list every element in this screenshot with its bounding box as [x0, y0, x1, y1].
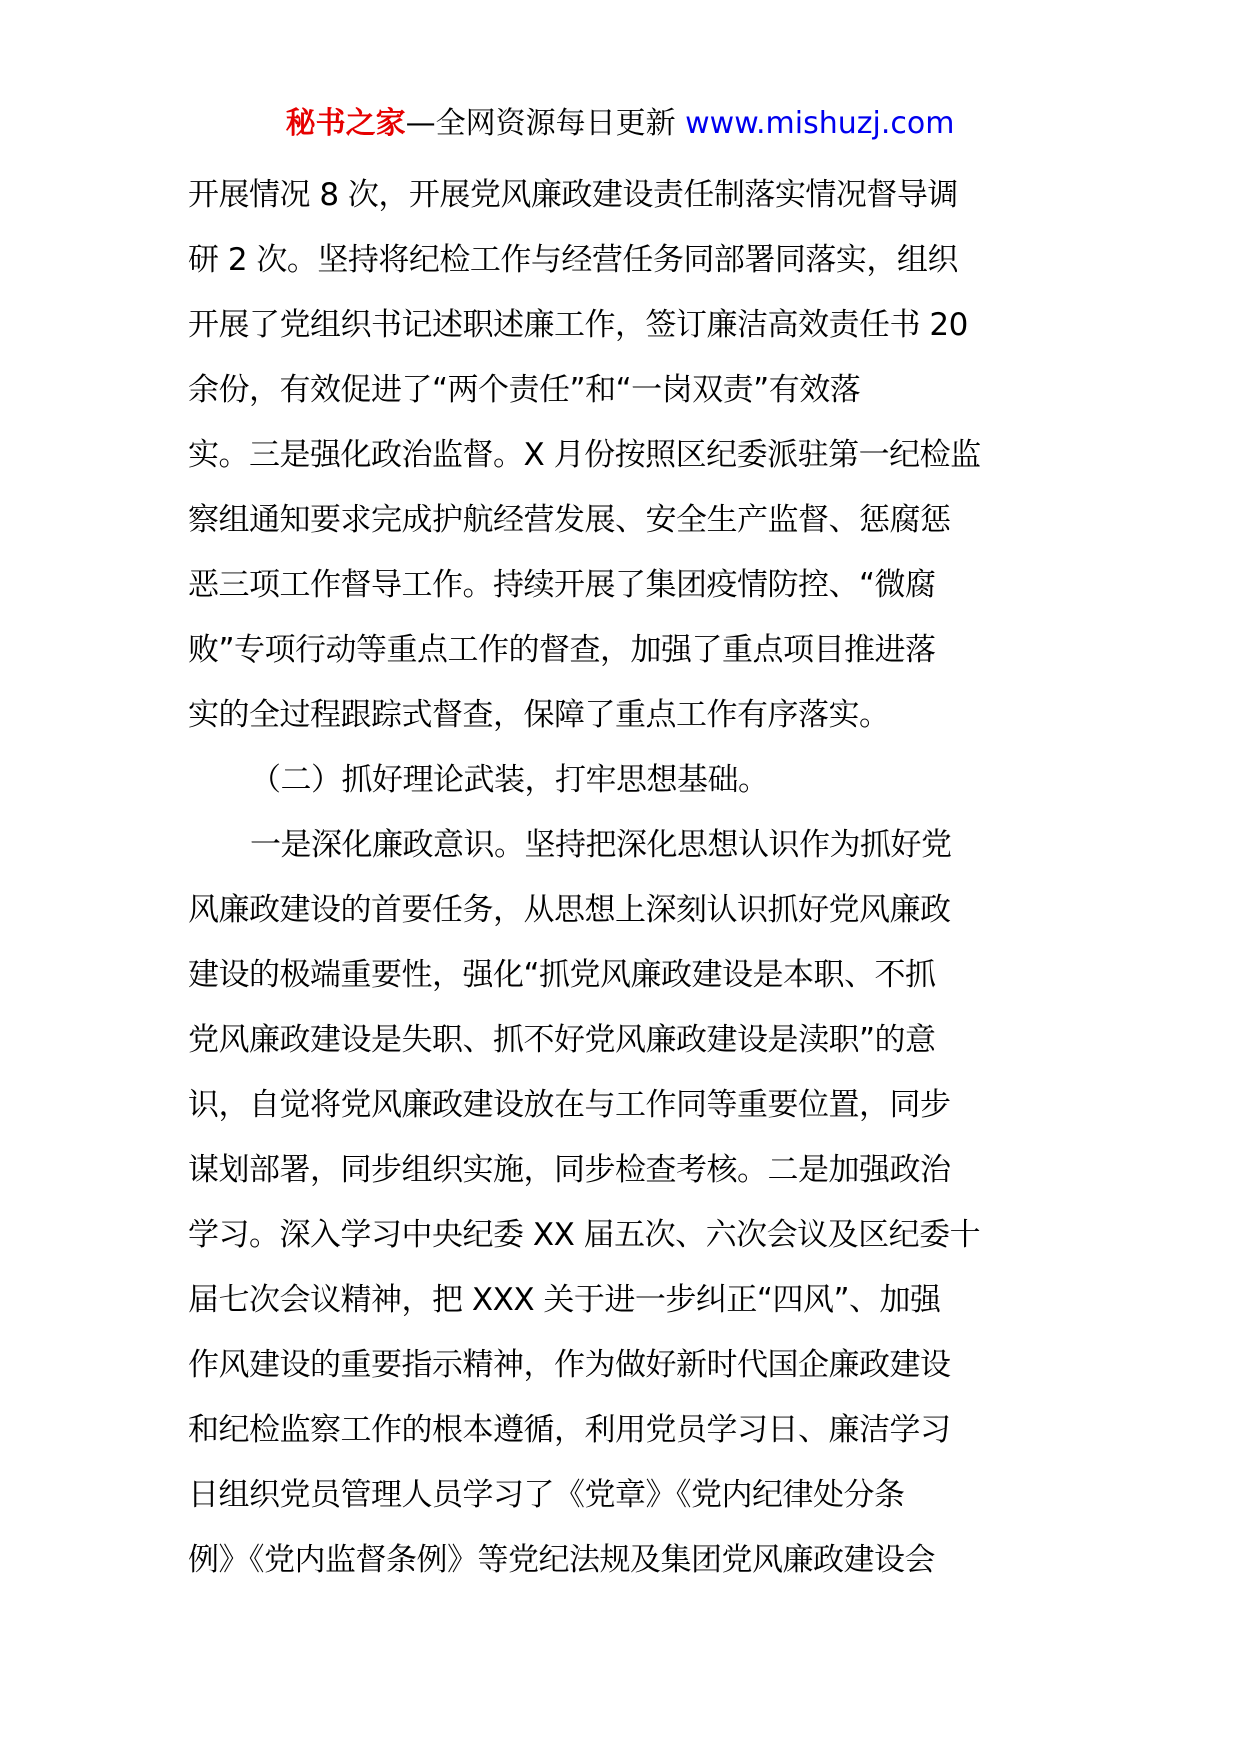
text-line: 余份，有效促进了“两个责任”和“一岗双责”有效落 [188, 372, 861, 408]
text-line: 学习。深入学习中央纪委 XX 届五次、六次会议及区纪委十 [188, 1217, 981, 1253]
brand-name: 秘书之家 [285, 106, 406, 141]
text-line: 败”专项行动等重点工作的督查，加强了重点项目推进落 [188, 632, 936, 668]
site-url-link[interactable]: www.mishuzj.com [685, 106, 955, 141]
section-heading: （二）抓好理论武装，打牢思想基础。 [250, 762, 769, 798]
text-line: 恶三项工作督导工作。持续开展了集团疫情防控、“微腐 [188, 567, 936, 603]
text-line: 和纪检监察工作的根本遵循，利用党员学习日、廉洁学习 [188, 1412, 951, 1448]
text-line: 识，自觉将党风廉政建设放在与工作同等重要位置，同步 [188, 1087, 951, 1123]
text-line: 党风廉政建设是失职、抓不好党风廉政建设是渎职”的意 [188, 1022, 936, 1058]
text-line: 开展情况 8 次，开展党风廉政建设责任制落实情况督导调 [188, 177, 958, 213]
text-line: 实。三是强化政治监督。X 月份按照区纪委派驻第一纪检监 [188, 437, 981, 473]
text-line: 建设的极端重要性，强化“抓党风廉政建设是本职、不抓 [188, 957, 936, 993]
text-line: 例》《党内监督条例》等党纪法规及集团党风廉政建设会 [188, 1542, 935, 1578]
text-line: 实的全过程跟踪式督查，保障了重点工作有序落实。 [188, 697, 890, 733]
text-line: 察组通知要求完成护航经营发展、安全生产监督、惩腐惩 [188, 502, 951, 538]
text-line: 谋划部署，同步组织实施，同步检查考核。二是加强政治 [188, 1152, 951, 1188]
page-header [0, 104, 1240, 144]
text-line: 开展了党组织书记述职述廉工作，签订廉洁高效责任书 20 [188, 307, 968, 343]
text-line: 届七次会议精神，把 XXX 关于进一步纠正“四风”、加强 [188, 1282, 941, 1318]
document-body [188, 163, 1068, 1593]
text-line: 作风建设的重要指示精神，作为做好新时代国企廉政建设 [188, 1347, 951, 1383]
text-line: 一是深化廉政意识。坚持把深化思想认识作为抓好党 [250, 827, 952, 863]
text-line: 研 2 次。坚持将纪检工作与经营任务同部署同落实，组织 [188, 242, 958, 278]
text-line: 日组织党员管理人员学习了《党章》《党内纪律处分条 [188, 1477, 905, 1513]
text-line: 风廉政建设的首要任务，从思想上深刻认识抓好党风廉政 [188, 892, 951, 928]
header-tagline: —全网资源每日更新 [405, 106, 676, 141]
